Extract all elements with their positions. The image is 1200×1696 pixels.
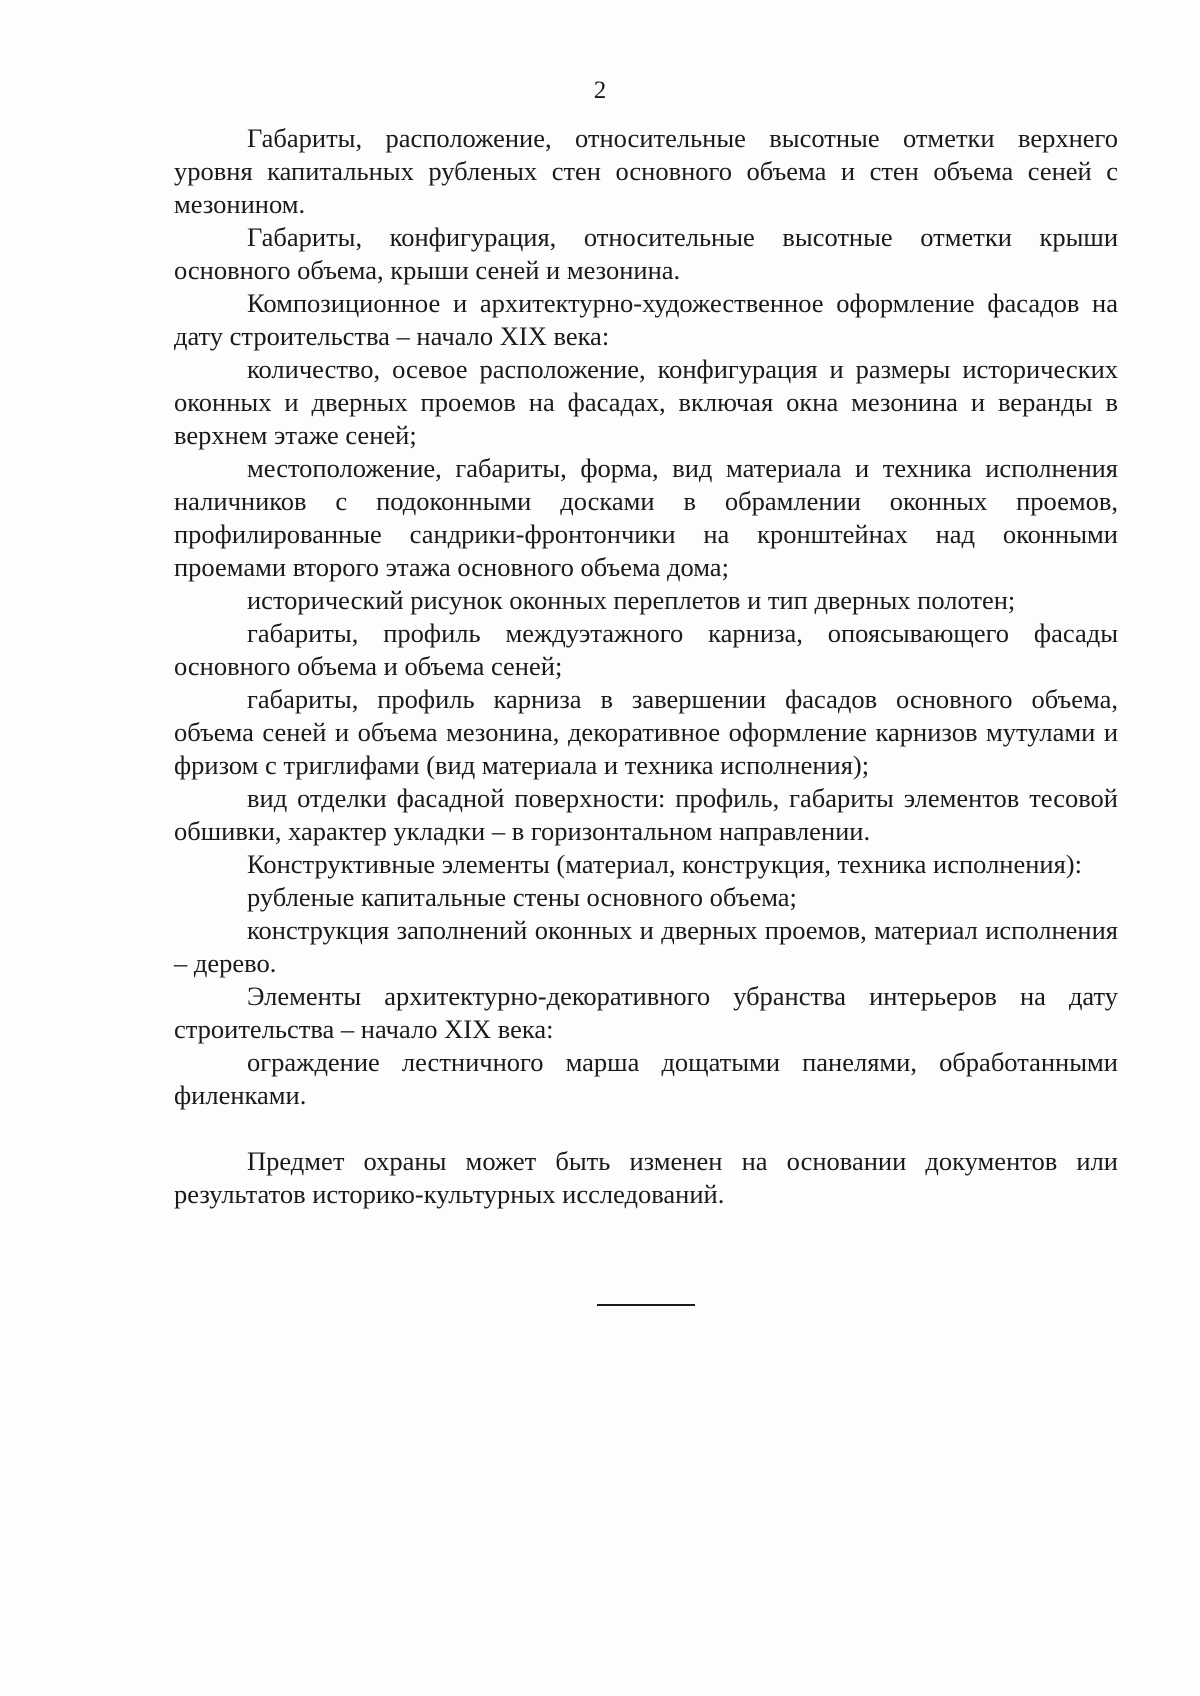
- list-item-belt-cornice: габариты, профиль междуэтажного карниза, опоясывающего фасады основного объема и объема сеней;: [174, 618, 1118, 681]
- list-item-opening-fillings: конструкция заполнений оконных и дверных проемов, материал исполнения – дерево.: [174, 915, 1118, 978]
- list-item-facade-finish: вид отделки фасадной поверхности: профиль, габариты элементов тесовой обшивки, характер укладки – в горизонтальном направлении.: [174, 783, 1118, 846]
- list-item-stair-railing: ограждение лестничного марша дощатыми панелями, обработанными филенками.: [174, 1047, 1118, 1110]
- list-item-openings: количество, осевое расположение, конфигурация и размеры исторических оконных и дверных проемов на фасадах, включая окна мезонина и веранды в верхнем этаже сеней;: [174, 354, 1118, 450]
- paragraph-facade-decoration: Композиционное и архитектурно-художественное оформление фасадов на дату строительства – начало XIX века:: [174, 288, 1118, 351]
- paragraph-roofs: Габариты, конфигурация, относительные высотные отметки крыши основного объема, крыши сеней и мезонина.: [174, 222, 1118, 285]
- paragraph-interior-decoration: Элементы архитектурно-декоративного убранства интерьеров на дату строительства – начало XIX века:: [174, 981, 1118, 1044]
- paragraph-upper-walls: Габариты, расположение, относительные высотные отметки верхнего уровня капитальных рубленых стен основного объема и стен объема сеней с мезонином.: [174, 123, 1118, 219]
- list-item-log-walls: рубленые капитальные стены основного объема;: [247, 882, 797, 912]
- page-number: 2: [593, 77, 607, 104]
- paragraph-structural-elements: Конструктивные элементы (материал, конструкция, техника исполнения):: [247, 849, 1082, 879]
- document-body: [174, 122, 1118, 1211]
- list-item-window-frames: исторический рисунок оконных переплетов и тип дверных полотен;: [247, 585, 1016, 615]
- end-of-text-rule: [597, 1304, 695, 1306]
- closing-note: Предмет охраны может быть изменен на основании документов или результатов историко-культурных исследований.: [174, 1146, 1118, 1209]
- list-item-crowning-cornice: габариты, профиль карниза в завершении фасадов основного объема, объема сеней и объема мезонина, декоративное оформление карнизов мутулами и фризом с триглифами (вид материала и техника исполнения);: [174, 684, 1118, 780]
- list-item-window-surrounds: местоположение, габариты, форма, вид материала и техника исполнения наличников с подоконными досками в обрамлении оконных проемов, профилированные сандрики-фронтончики на кронштейнах над оконными проемами второго этажа основного объема дома;: [174, 453, 1118, 582]
